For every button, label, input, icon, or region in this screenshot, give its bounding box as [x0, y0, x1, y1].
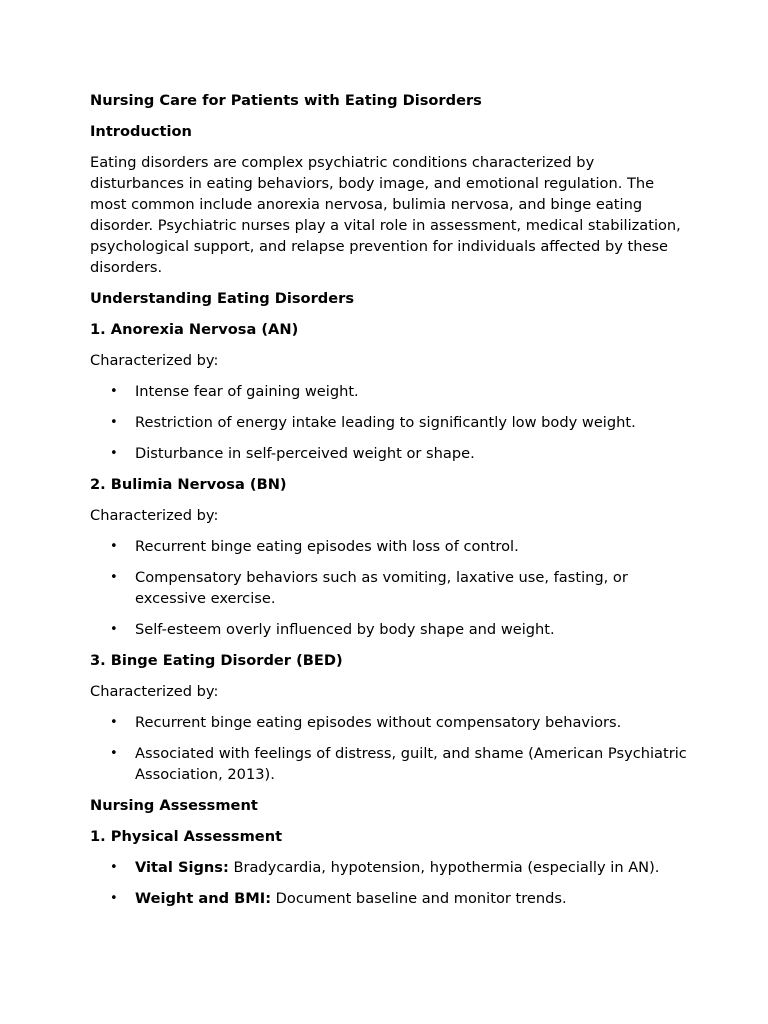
nursing-assessment-heading: Nursing Assessment: [90, 797, 258, 814]
document-title: Nursing Care for Patients with Eating Disorders: [90, 92, 482, 109]
list-item-text: Document baseline and monitor trends.: [271, 890, 567, 907]
binge-eating-lead: Characterized by:: [90, 683, 219, 700]
list-item: • Self-esteem overly influenced by body shape and weight.: [90, 619, 690, 640]
introduction-paragraph: Eating disorders are complex psychiatric conditions characterized by disturbances in eating behaviors, body image, and emotional regulation. The most common include anorexia nervosa, bulimia nervosa, and binge eating disorder. Psychiatric nurses play a vital role in assessment, medical stabilization, psychological support, and relapse prevention for individuals affected by these disorders.: [90, 154, 681, 276]
anorexia-list: [90, 381, 690, 464]
understanding-heading: Understanding Eating Disorders: [90, 290, 355, 307]
list-item: • Associated with feelings of distress, guilt, and shame (American Psychiatric Association, 2013).: [90, 743, 690, 785]
list-item: [90, 888, 690, 909]
physical-assessment-heading: 1. Physical Assessment: [90, 828, 283, 845]
physical-assessment-list: [90, 857, 690, 909]
list-item-text: Bradycardia, hypotension, hypothermia (especially in AN).: [228, 859, 660, 876]
list-item: [90, 857, 690, 878]
bulimia-heading: 2. Bulimia Nervosa (BN): [90, 476, 287, 493]
bulimia-lead: Characterized by:: [90, 507, 219, 524]
introduction-heading: Introduction: [90, 123, 192, 140]
list-item: • Compensatory behaviors such as vomiting, laxative use, fasting, or excessive exercise.: [90, 567, 690, 609]
binge-eating-list: [90, 712, 690, 785]
list-item: • Recurrent binge eating episodes without compensatory behaviors.: [90, 712, 690, 733]
list-item: • Recurrent binge eating episodes with loss of control.: [90, 536, 690, 557]
list-item-label: Weight and BMI:: [135, 890, 272, 907]
list-item: • Disturbance in self-perceived weight or shape.: [90, 443, 690, 464]
anorexia-lead: Characterized by:: [90, 352, 219, 369]
anorexia-heading: 1. Anorexia Nervosa (AN): [90, 321, 299, 338]
bulimia-list: [90, 536, 690, 640]
list-item: • Intense fear of gaining weight.: [90, 381, 690, 402]
binge-eating-heading: 3. Binge Eating Disorder (BED): [90, 652, 343, 669]
document-body: [90, 90, 690, 919]
list-item: • Restriction of energy intake leading to significantly low body weight.: [90, 412, 690, 433]
list-item-label: Vital Signs:: [135, 859, 229, 876]
